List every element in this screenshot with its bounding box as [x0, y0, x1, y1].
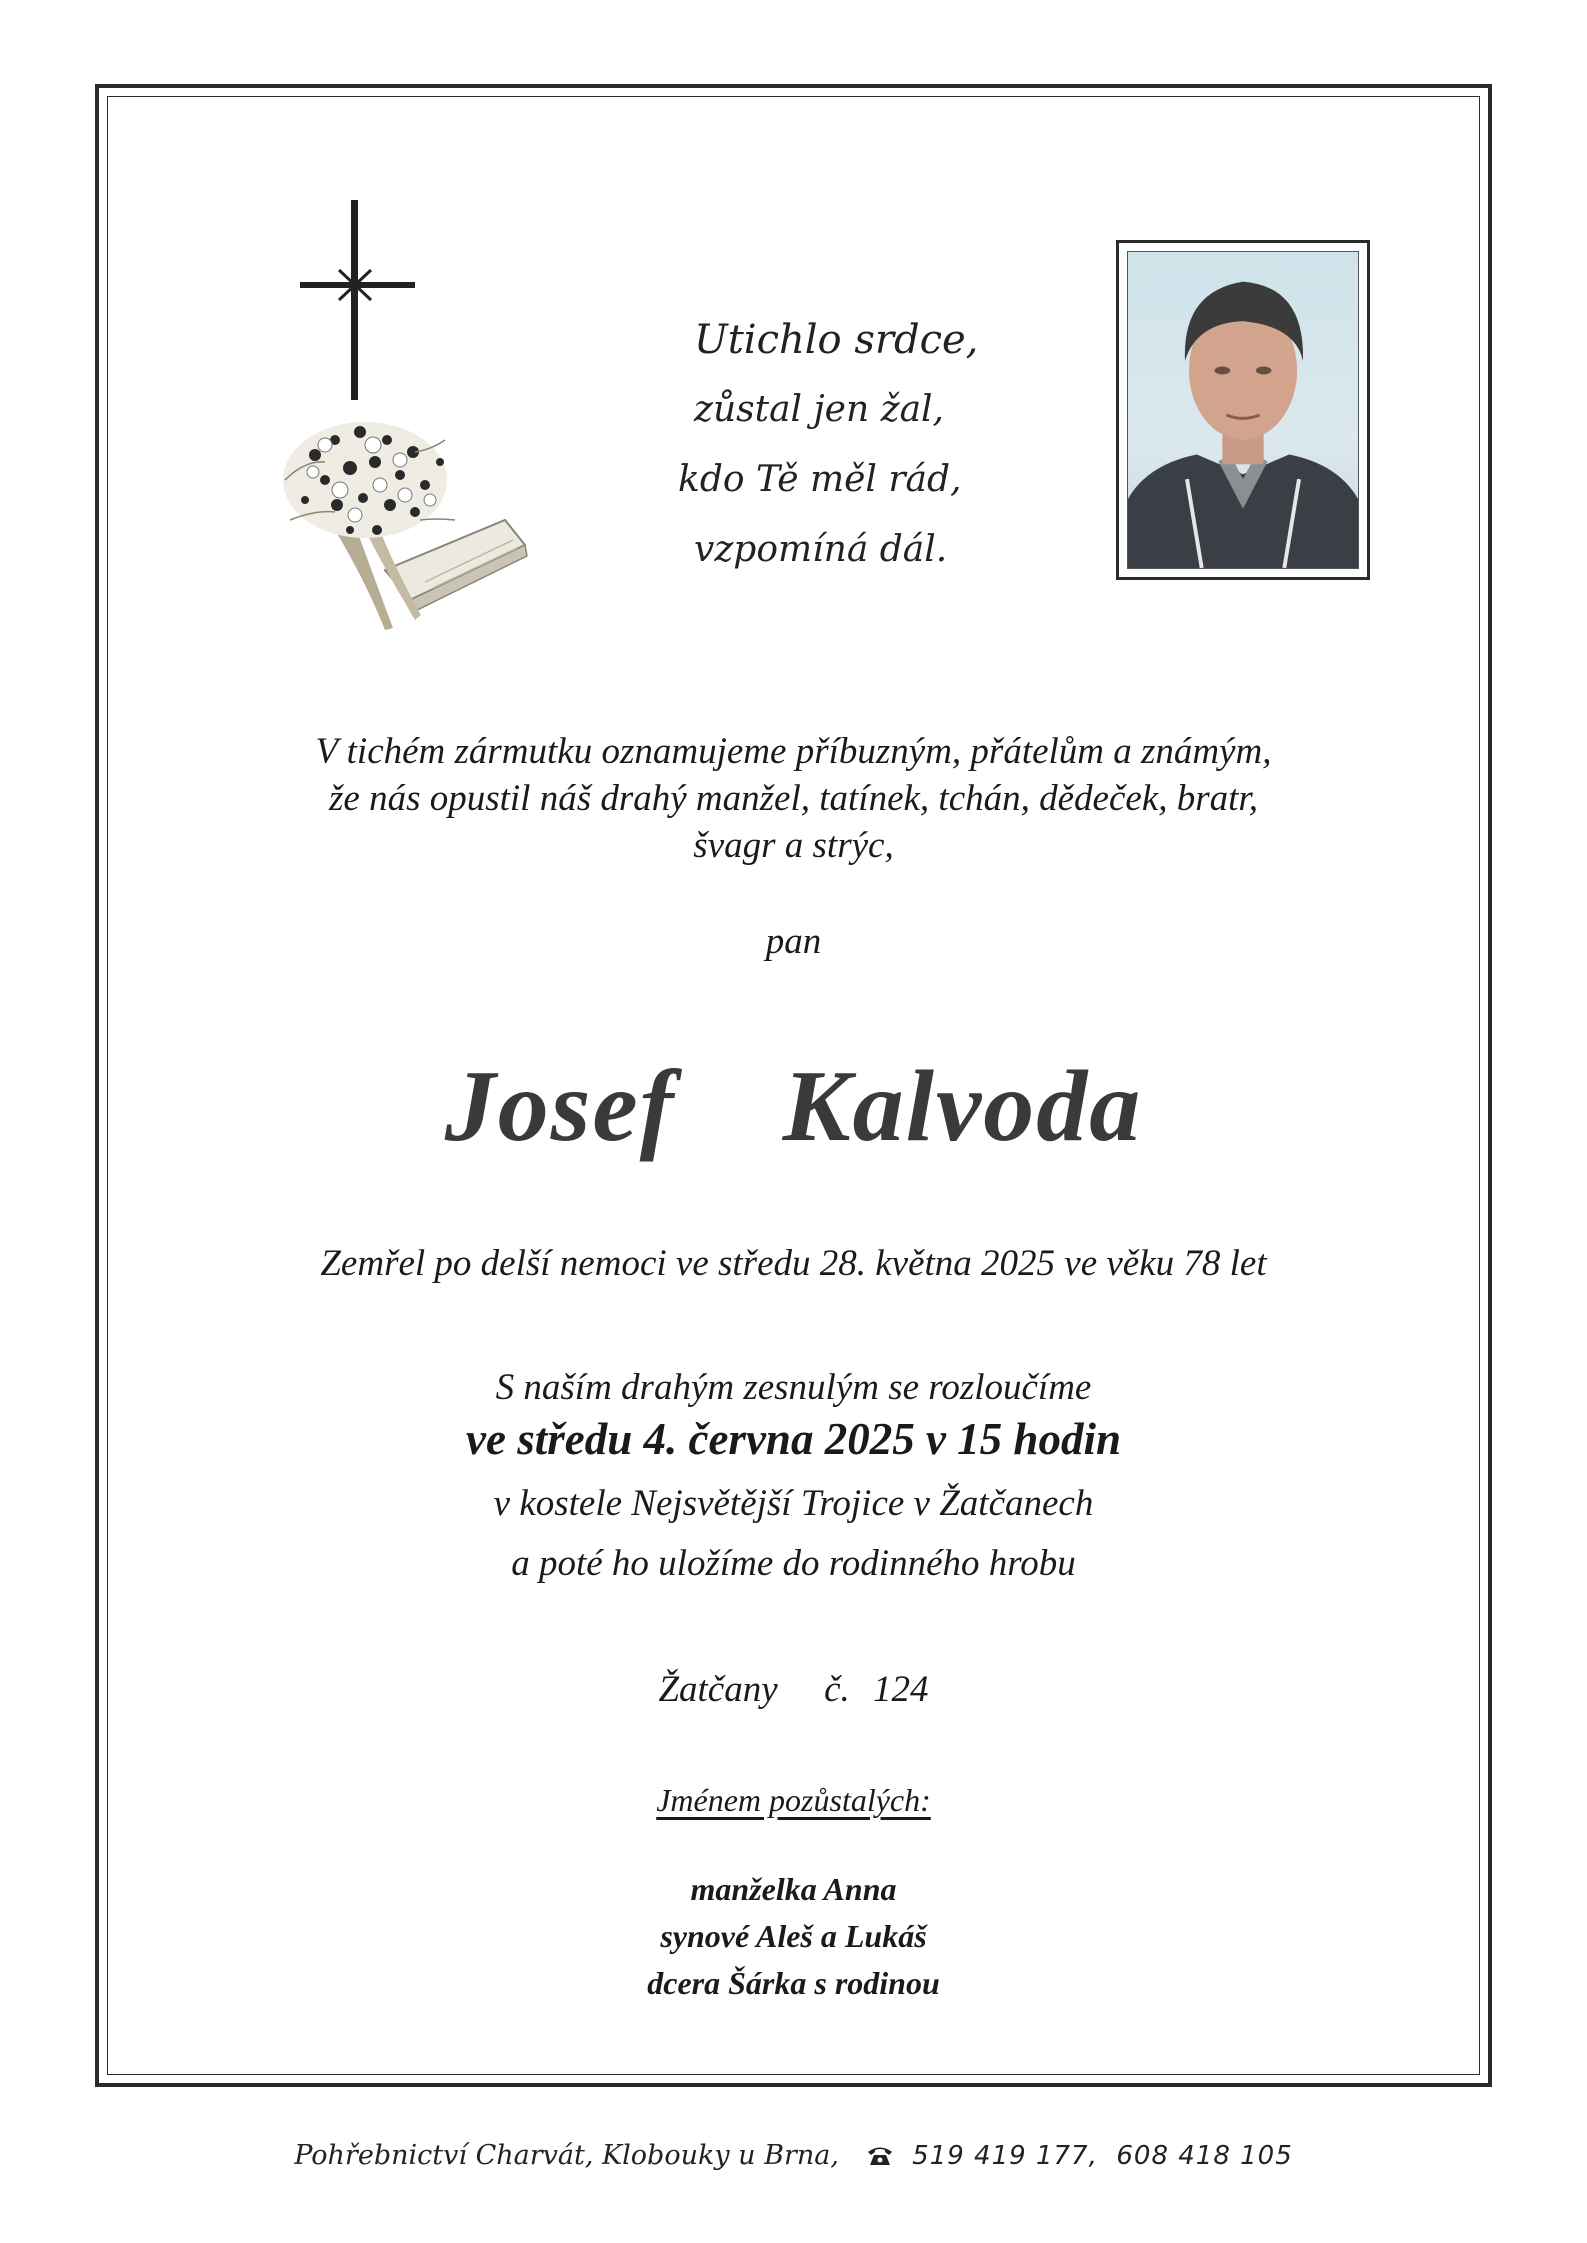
announcement-intro [95, 728, 1492, 869]
poem-line: zůstal jen žal, [694, 389, 944, 430]
funeral-place: v kostele Nejsvětější Trojice v Žatčanech [493, 1483, 1094, 1524]
intro-line: že nás opustil náš drahý manžel, tatínek, tchán, dědeček, bratr, [329, 778, 1258, 819]
funeral-date: ve středu 4. června 2025 v 15 hodin [466, 1414, 1121, 1464]
survivor-item: synové Aleš a Lukáš [660, 1918, 927, 1954]
intro-line: švagr a strýc, [693, 825, 894, 866]
portrait-figure-icon [1128, 252, 1358, 568]
cross-icon [300, 200, 415, 400]
funeral-service-footer [95, 2140, 1492, 2171]
portrait-photo-frame [1116, 240, 1370, 580]
poem-line: vzpomíná dál. [694, 529, 948, 570]
cross-bouquet-illustration [265, 200, 540, 640]
home-address-text: Žatčany č. 124 [658, 1669, 929, 1710]
poem-line: kdo Tě měl rád, [678, 459, 962, 500]
home-address [95, 1668, 1492, 1711]
survivor-item: dcera Šárka s rodinou [647, 1965, 940, 2001]
deceased-name-text: Josef Kalvoda [444, 1050, 1143, 1163]
survivor-item: manželka Anna [690, 1871, 897, 1907]
portrait-photo [1127, 251, 1359, 569]
survivors-list [95, 1866, 1492, 2007]
honorific: pan [765, 921, 822, 962]
phone-numbers: 519 419 177, 608 418 105 [912, 2141, 1293, 2171]
telephone-icon [866, 2143, 894, 2167]
death-statement: Zemřel po delší nemoci ve středu 28. května 2025 ve věku 78 let [320, 1243, 1267, 1284]
funeral-burial: a poté ho uložíme do rodinného hrobu [511, 1543, 1076, 1584]
funeral-line: S naším drahým zesnulým se rozloučíme [495, 1367, 1092, 1408]
survivors-heading-text: Jménem pozůstalých: [656, 1782, 931, 1818]
intro-line: V tichém zármutku oznamujeme příbuzným, přátelům a známým, [315, 731, 1272, 772]
survivors-heading [95, 1782, 1492, 1819]
poem [620, 305, 979, 585]
poem-line: Utichlo srdce, [694, 317, 979, 363]
deceased-name [95, 1048, 1492, 1165]
funeral-company: Pohřebnictví Charvát, Klobouky u Brna, [294, 2140, 839, 2171]
